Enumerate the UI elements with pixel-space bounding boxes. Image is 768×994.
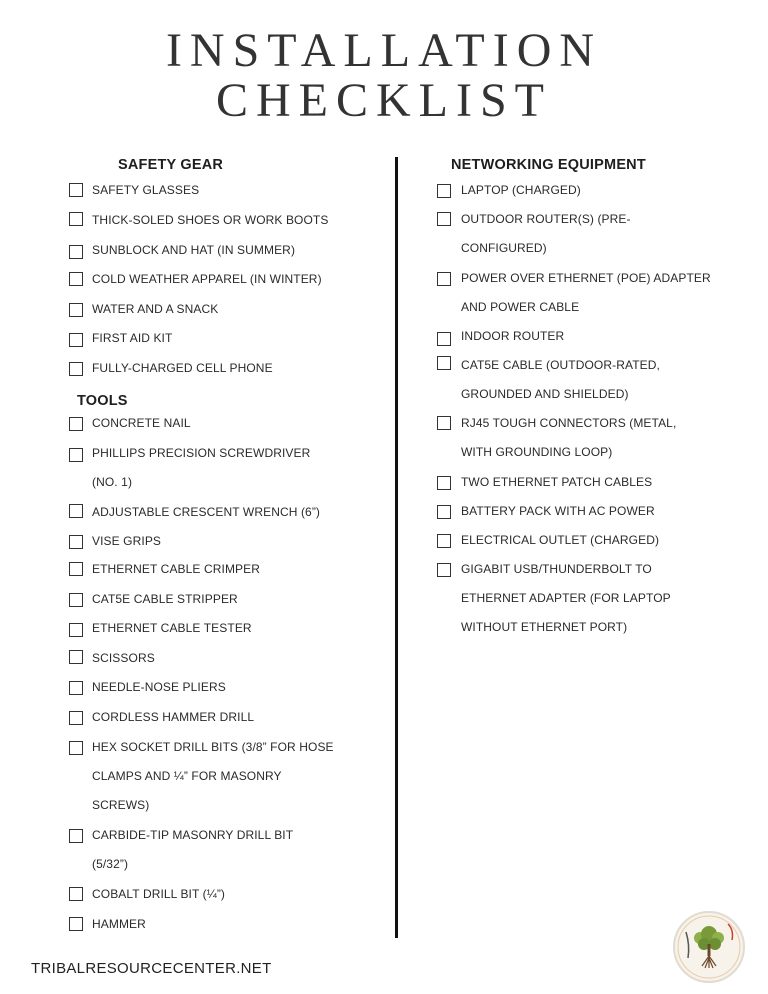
checkbox-laptop[interactable] — [437, 184, 451, 198]
checkbox-needle-nose-pliers[interactable] — [69, 681, 83, 695]
checklist-item-label: VISE GRIPS — [92, 534, 162, 548]
tools-heading: TOOLS — [77, 393, 128, 409]
checklist-item-label: WITH GROUNDING LOOP) — [461, 445, 613, 459]
checkbox-hammer-drill[interactable] — [69, 711, 83, 725]
checklist-item-label: NEEDLE-NOSE PLIERS — [92, 680, 226, 694]
checkbox-hex-socket-bits[interactable] — [69, 741, 83, 755]
checklist-item-label: WITHOUT ETHERNET PORT) — [461, 620, 628, 634]
checklist-item-label: HEX SOCKET DRILL BITS (3/8” FOR HOSE — [92, 740, 334, 754]
checklist-item-label: CARBIDE-TIP MASONRY DRILL BIT — [92, 828, 294, 842]
checkbox-water-snack[interactable] — [69, 303, 83, 317]
checkbox-sunblock-hat[interactable] — [69, 245, 83, 259]
networking-equipment-heading: NETWORKING EQUIPMENT — [451, 157, 646, 173]
checklist-item-label: COLD WEATHER APPAREL (IN WINTER) — [92, 272, 322, 286]
checkbox-concrete-nail[interactable] — [69, 417, 83, 431]
checklist-item-label: (5/32”) — [92, 857, 129, 871]
checklist-item-label: CAT5E CABLE STRIPPER — [92, 592, 238, 606]
checklist-item-label: ETHERNET CABLE CRIMPER — [92, 562, 261, 576]
checklist-item-label: GROUNDED AND SHIELDED) — [461, 387, 629, 401]
checklist-item-label: COBALT DRILL BIT (¼”) — [92, 887, 226, 901]
tree-logo-icon — [672, 910, 746, 984]
checkbox-scissors[interactable] — [69, 650, 83, 664]
checkbox-electrical-outlet[interactable] — [437, 534, 451, 548]
checklist-item-label: HAMMER — [92, 917, 146, 931]
checkbox-vise-grips[interactable] — [69, 535, 83, 549]
checkbox-cable-tester[interactable] — [69, 623, 83, 637]
checklist-item-label: AND POWER CABLE — [461, 300, 580, 314]
checkbox-crescent-wrench[interactable] — [69, 504, 83, 518]
checklist-item-label: THICK-SOLED SHOES OR WORK BOOTS — [92, 213, 329, 227]
checklist-item-label: ELECTRICAL OUTLET (CHARGED) — [461, 533, 660, 547]
checklist-item-label: POWER OVER ETHERNET (POE) ADAPTER — [461, 271, 711, 285]
checkbox-masonry-drill-bit[interactable] — [69, 829, 83, 843]
tribal-resource-center-logo — [672, 910, 746, 984]
checklist-item-label: PHILLIPS PRECISION SCREWDRIVER — [92, 446, 311, 460]
checkbox-work-boots[interactable] — [69, 212, 83, 226]
checklist-item-label: ETHERNET ADAPTER (FOR LAPTOP — [461, 591, 671, 605]
checklist-item-label: RJ45 TOUGH CONNECTORS (METAL, — [461, 416, 677, 430]
checkbox-cold-weather-apparel[interactable] — [69, 272, 83, 286]
checkbox-poe-adapter[interactable] — [437, 272, 451, 286]
checkbox-screwdriver[interactable] — [69, 448, 83, 462]
title-line-1: INSTALLATION — [165, 24, 603, 77]
checkbox-battery-pack[interactable] — [437, 505, 451, 519]
checkbox-cat5e-cable[interactable] — [437, 356, 451, 370]
column-divider — [395, 157, 398, 938]
checklist-item-label: OUTDOOR ROUTER(S) (PRE- — [461, 212, 631, 226]
checklist-item-label: CORDLESS HAMMER DRILL — [92, 710, 255, 724]
checklist-item-label: SCREWS) — [92, 798, 150, 812]
checkbox-indoor-router[interactable] — [437, 332, 451, 346]
title-line-2: CHECKLIST — [216, 74, 552, 127]
checkbox-outdoor-router[interactable] — [437, 212, 451, 226]
checkbox-rj45-connectors[interactable] — [437, 416, 451, 430]
checklist-item-label: CAT5E CABLE (OUTDOOR-RATED, — [461, 358, 660, 372]
checkbox-safety-glasses[interactable] — [69, 183, 83, 197]
checklist-item-label: FULLY-CHARGED CELL PHONE — [92, 361, 273, 375]
checklist-item-label: ADJUSTABLE CRESCENT WRENCH (6”) — [92, 505, 321, 519]
checklist-item-label: WATER AND A SNACK — [92, 302, 219, 316]
checkbox-cobalt-drill-bit[interactable] — [69, 887, 83, 901]
checklist-item-label: SAFETY GLASSES — [92, 183, 200, 197]
checklist-item-label: ETHERNET CABLE TESTER — [92, 621, 252, 635]
checklist-item-label: CLAMPS AND ¼” FOR MASONRY — [92, 769, 282, 783]
checkbox-cable-crimper[interactable] — [69, 562, 83, 576]
checklist-item-label: SCISSORS — [92, 651, 155, 665]
safety-gear-heading: SAFETY GEAR — [118, 157, 224, 173]
checklist-item-label: LAPTOP (CHARGED) — [461, 183, 581, 197]
checkbox-cable-stripper[interactable] — [69, 593, 83, 607]
checkbox-cell-phone[interactable] — [69, 362, 83, 376]
checkbox-patch-cables[interactable] — [437, 476, 451, 490]
checklist-item-label: INDOOR ROUTER — [461, 329, 565, 343]
checkbox-hammer[interactable] — [69, 917, 83, 931]
checklist-item-label: TWO ETHERNET PATCH CABLES — [461, 475, 653, 489]
footer-website: TRIBALRESOURCECENTER.NET — [31, 960, 272, 977]
checklist-item-label: BATTERY PACK WITH AC POWER — [461, 504, 655, 518]
checklist-item-label: GIGABIT USB/THUNDERBOLT TO — [461, 562, 652, 576]
checklist-item-label: FIRST AID KIT — [92, 331, 173, 345]
page-title — [0, 26, 768, 126]
checklist-item-label: (NO. 1) — [92, 475, 133, 489]
checklist-item-label: CONFIGURED) — [461, 241, 547, 255]
checkbox-usb-ethernet-adapter[interactable] — [437, 563, 451, 577]
checkbox-first-aid-kit[interactable] — [69, 333, 83, 347]
checklist-item-label: CONCRETE NAIL — [92, 416, 191, 430]
checklist-item-label: SUNBLOCK AND HAT (IN SUMMER) — [92, 243, 296, 257]
